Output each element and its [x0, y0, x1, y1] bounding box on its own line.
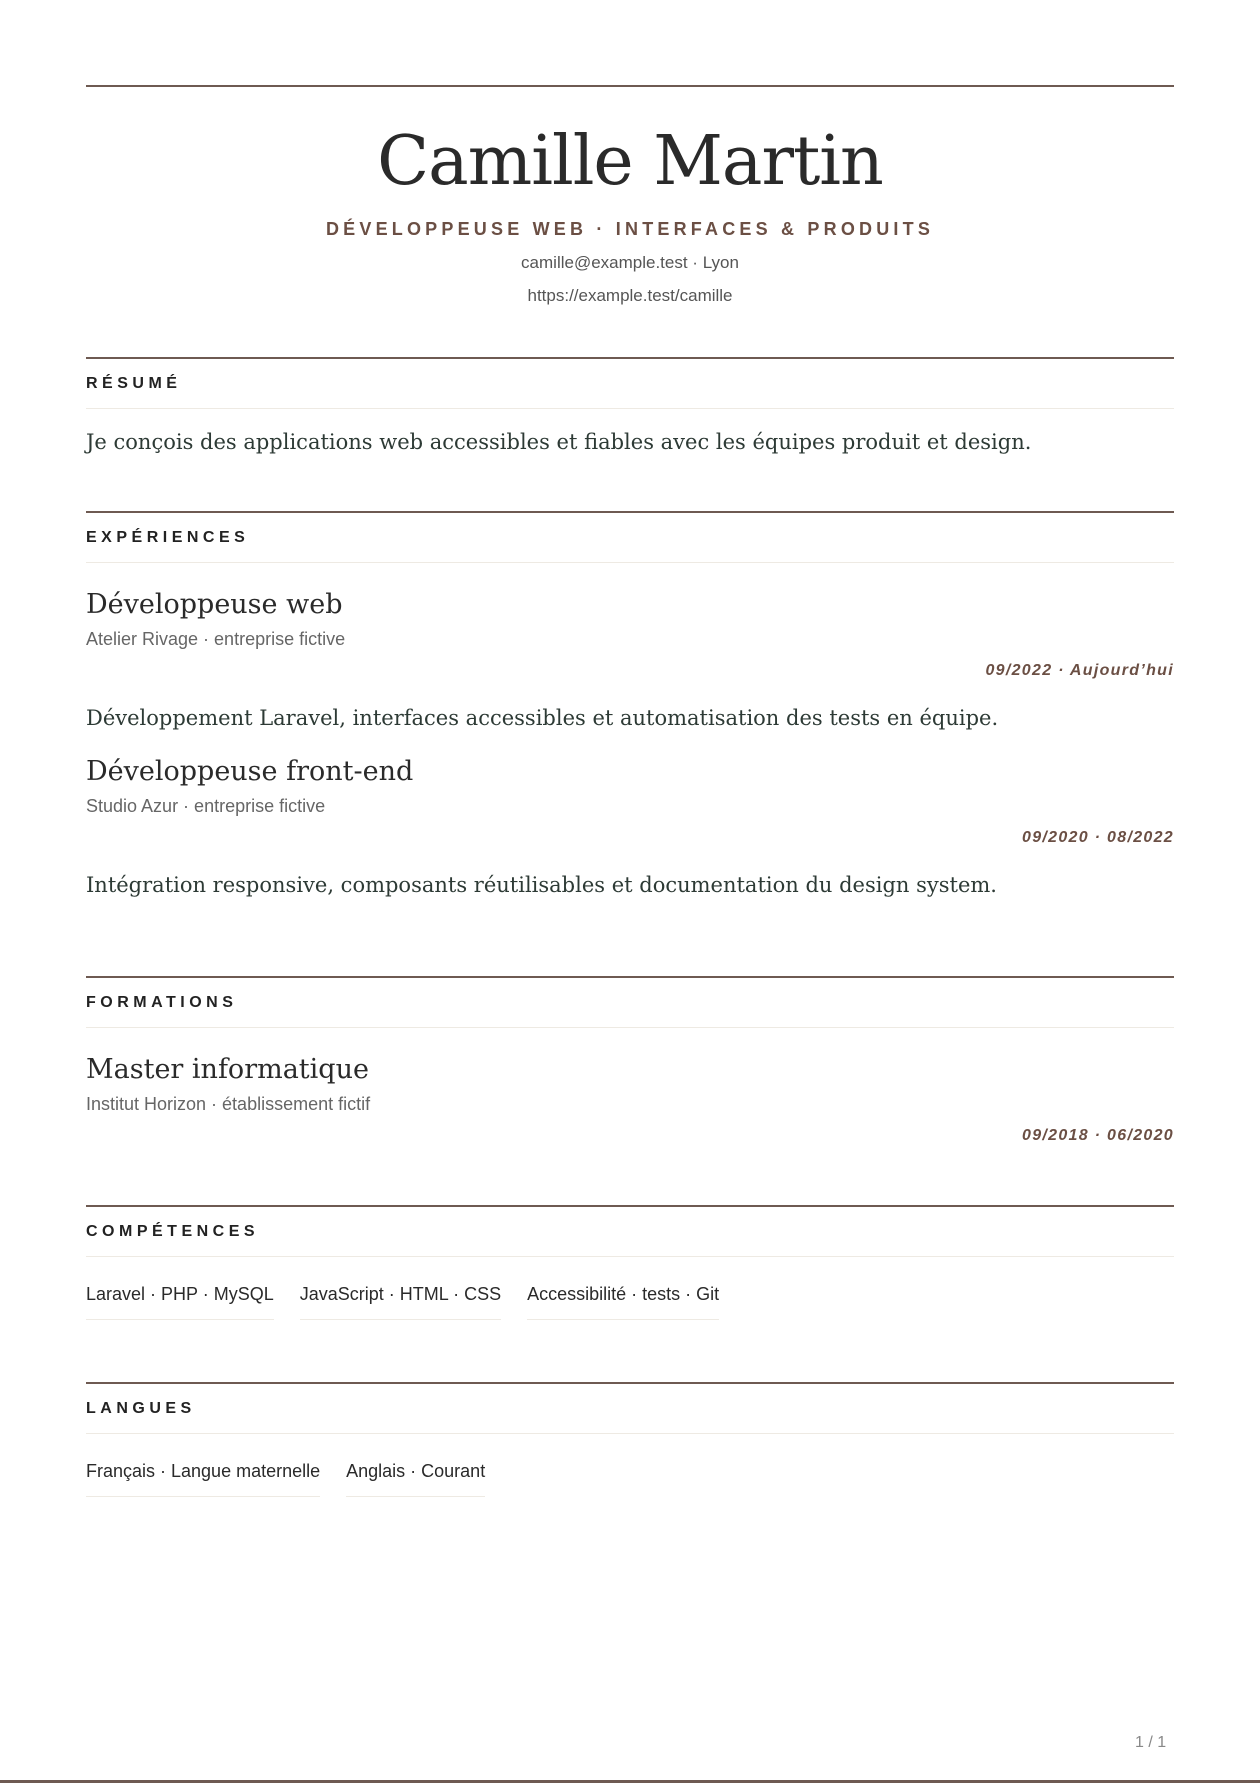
contact-line: camille@example.test · Lyon — [521, 253, 739, 272]
section-subdivider — [86, 1433, 1174, 1434]
entry-dates: 09/2020 · 08/2022 — [1022, 829, 1174, 846]
entry-role: Développeuse web — [86, 589, 343, 620]
entry-role: Développeuse front-end — [86, 756, 414, 787]
section-heading: RÉSUMÉ — [86, 375, 182, 392]
section-divider — [86, 1382, 1174, 1384]
languages-section — [86, 1382, 1174, 1497]
entry-dates: 09/2022 · Aujourd’hui — [985, 662, 1174, 679]
entry-description: Intégration responsive, composants réutilisables et documentation du design system. — [86, 873, 997, 897]
section-divider — [86, 511, 1174, 513]
section-heading: EXPÉRIENCES — [86, 529, 250, 546]
section-subdivider — [86, 562, 1174, 563]
section-subdivider — [86, 408, 1174, 409]
skill-chip: Accessibilité · tests · Git — [527, 1283, 719, 1320]
entry-school: Institut Horizon · établissement fictif — [86, 1094, 371, 1114]
section-divider — [86, 357, 1174, 359]
section-subdivider — [86, 1256, 1174, 1257]
resume-header — [86, 118, 1174, 307]
skill-chip: JavaScript · HTML · CSS — [300, 1283, 501, 1320]
section-divider — [86, 1205, 1174, 1207]
language-chip: Anglais · Courant — [346, 1460, 485, 1497]
top-divider — [86, 85, 1174, 87]
education-entry — [86, 1053, 1174, 1146]
experience-section — [86, 511, 1174, 899]
job-title: DÉVELOPPEUSE WEB · INTERFACES & PRODUITS — [325, 219, 935, 239]
education-section — [86, 976, 1174, 1146]
skills-section — [86, 1205, 1174, 1320]
experience-entry — [86, 755, 1174, 899]
entry-dates: 09/2018 · 06/2020 — [1022, 1127, 1174, 1144]
summary-text: Je conçois des applications web accessibles et fiables avec les équipes produit et design. — [86, 430, 1032, 454]
languages-list — [86, 1460, 1174, 1497]
section-heading: LANGUES — [86, 1400, 196, 1417]
language-chip: Français · Langue maternelle — [86, 1460, 320, 1497]
entry-degree: Master informatique — [86, 1054, 369, 1085]
entry-description: Développement Laravel, interfaces accessibles et automatisation des tests en équipe. — [86, 706, 999, 730]
skills-list — [86, 1283, 1174, 1320]
skill-chip: Laravel · PHP · MySQL — [86, 1283, 274, 1320]
entry-company: Studio Azur · entreprise fictive — [86, 796, 326, 816]
experience-entry — [86, 588, 1174, 732]
section-subdivider — [86, 1027, 1174, 1028]
summary-section — [86, 357, 1174, 456]
entry-company: Atelier Rivage · entreprise fictive — [86, 629, 346, 649]
section-heading: COMPÉTENCES — [86, 1223, 260, 1240]
page-number: 1 / 1 — [1135, 1734, 1167, 1751]
section-divider — [86, 976, 1174, 978]
website-link[interactable]: https://example.test/camille — [527, 286, 733, 305]
section-heading: FORMATIONS — [86, 994, 238, 1011]
candidate-name: Camille Martin — [377, 122, 883, 201]
